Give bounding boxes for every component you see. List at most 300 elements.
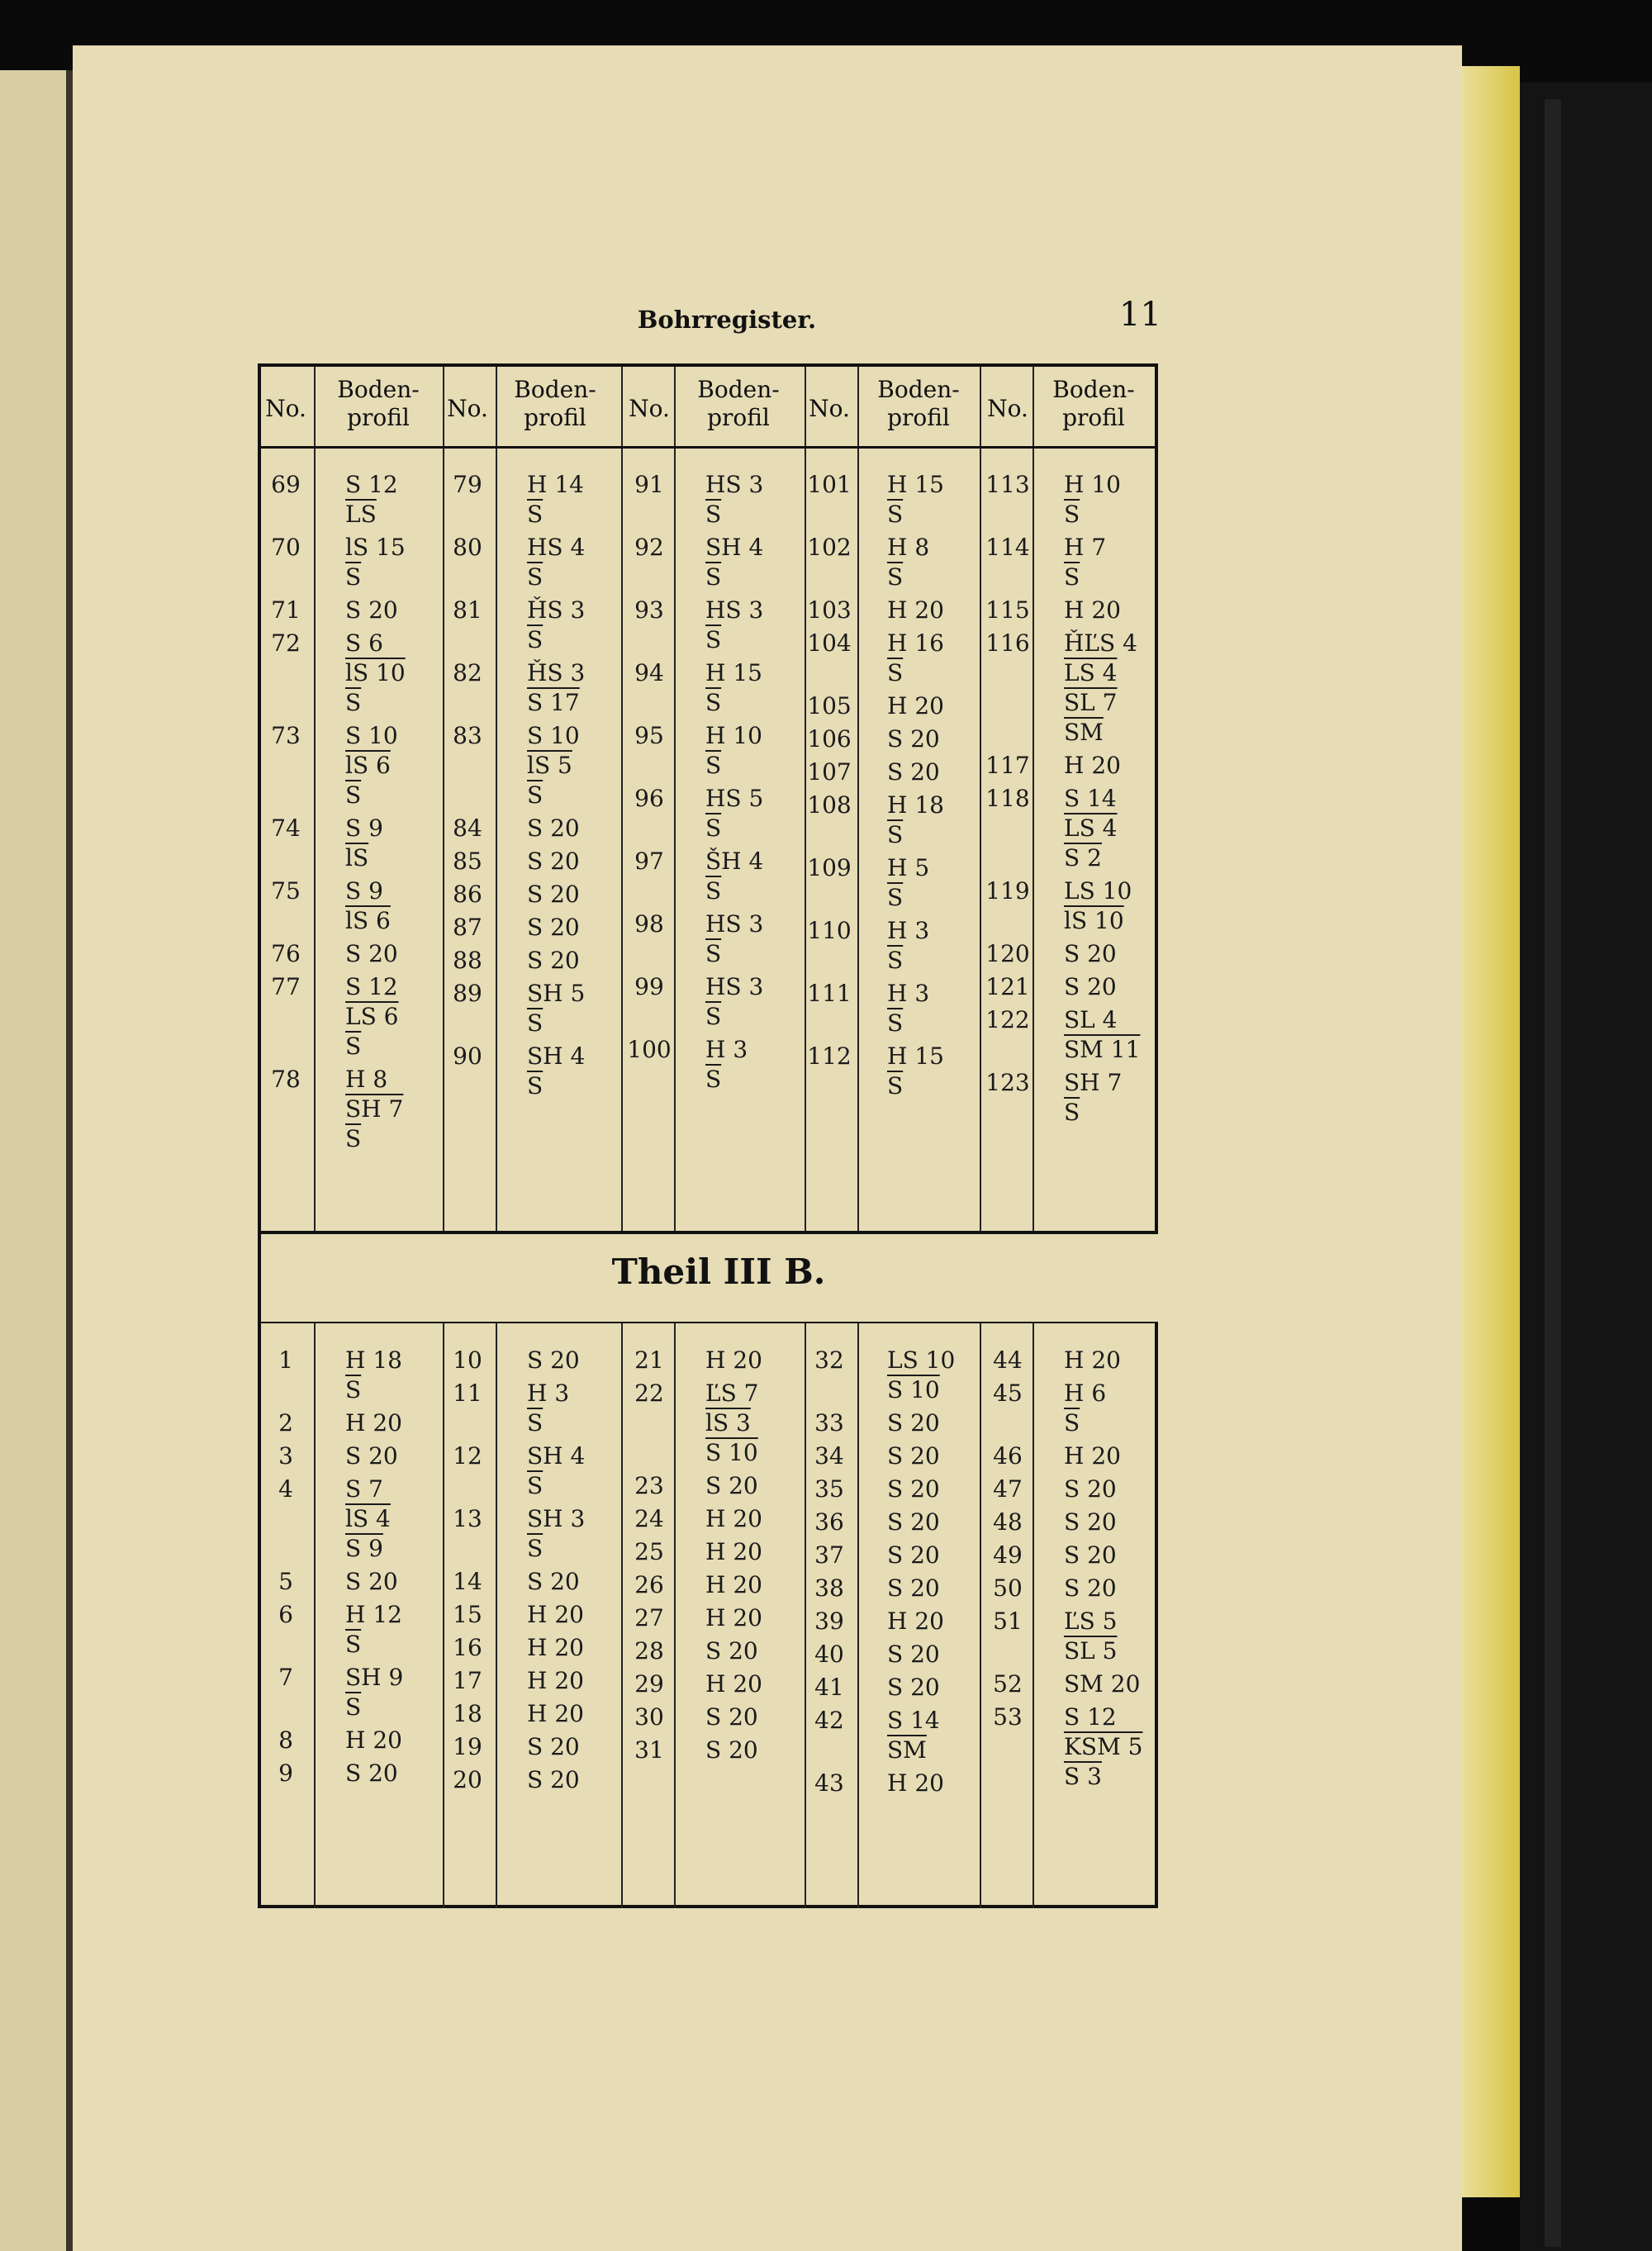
header-line: profil <box>347 404 410 431</box>
soil-profile-line: S 12 <box>345 471 398 498</box>
soil-profile-line: S 20 <box>705 1736 758 1764</box>
entry-number: 73 <box>271 722 301 749</box>
header-no: No. <box>447 395 488 422</box>
soil-profile-line: $\overline{S}$ <box>527 1409 544 1437</box>
soil-profile-line: SH 9 <box>345 1664 404 1691</box>
soil-profile-line: $\overline{S}$ <box>705 940 722 967</box>
soil-profile-line: S 9 <box>345 814 383 842</box>
soil-profile-line: S 20 <box>345 1568 398 1595</box>
soil-profile-line: S 3 <box>1064 1763 1102 1790</box>
header-no: No. <box>265 395 306 422</box>
soil-profile-line: lS 6 <box>345 752 391 779</box>
entry-number: 9 <box>278 1759 293 1787</box>
soil-profile-line: $\overline{S}$ <box>1064 563 1080 591</box>
soil-profile-line: $\overline{S}$ <box>527 1535 544 1562</box>
soil-profile-line: S 20 <box>887 1674 940 1701</box>
entry-number: 80 <box>453 534 482 561</box>
entry-number: 19 <box>453 1733 482 1760</box>
soil-profile-line: $\overline{S}$ <box>887 947 904 974</box>
entry-number: 47 <box>993 1475 1023 1503</box>
entry-number: 40 <box>814 1641 844 1668</box>
entry-number: 17 <box>453 1667 482 1694</box>
entry-number: 122 <box>985 1006 1030 1033</box>
entry-number: 31 <box>634 1736 664 1764</box>
soil-profile-line: $\overline{S}$ <box>345 689 362 716</box>
soil-profile-line: H 20 <box>527 1700 584 1727</box>
entry-number: 103 <box>807 596 852 624</box>
soil-profile-line: lS 4 <box>345 1505 391 1532</box>
soil-profile-line: S 20 <box>345 596 398 624</box>
soil-profile-line: HS 5 <box>705 785 764 812</box>
soil-profile-line: KSM 5 <box>1064 1733 1143 1760</box>
entry-number: 42 <box>814 1707 844 1734</box>
soil-profile-line: $\overline{S}$ <box>345 1693 362 1721</box>
header-line: Boden- <box>337 376 420 403</box>
soil-profile-line: H 20 <box>705 1604 762 1631</box>
entry-number: 21 <box>634 1346 664 1374</box>
entry-number: 89 <box>453 980 482 1007</box>
book-gutter <box>66 70 73 2251</box>
soil-profile-line: $\overline{S}$ <box>1064 1409 1080 1437</box>
soil-profile-line: $\overline{S}$ <box>345 563 362 591</box>
header-line: profil <box>887 404 950 431</box>
header-bodenprofil <box>320 376 436 432</box>
soil-profile-line: HS 3 <box>705 471 764 498</box>
entry-number: 11 <box>453 1380 482 1407</box>
soil-profile-line: H 15 <box>887 1042 944 1070</box>
entry-number: 108 <box>807 791 852 819</box>
entry-number: 32 <box>814 1346 844 1374</box>
entry-number: 41 <box>814 1674 844 1701</box>
entry-number: 15 <box>453 1601 482 1628</box>
soil-profile-line: S 20 <box>345 940 398 967</box>
soil-profile-line: H 3 <box>887 917 930 944</box>
entry-number: 43 <box>814 1769 844 1797</box>
soil-profile-line: S 10 <box>345 722 398 749</box>
entry-number: 1 <box>278 1346 293 1374</box>
entry-number: 115 <box>985 596 1030 624</box>
soil-profile-line: $\overline{S}$ <box>887 884 904 911</box>
soil-profile-line: S 20 <box>705 1472 758 1499</box>
soil-profile-line: SL 7 <box>1064 689 1118 716</box>
soil-profile-line: H 8 <box>887 534 930 561</box>
entry-number: 117 <box>985 752 1030 779</box>
soil-profile-line: S 20 <box>887 725 940 753</box>
entry-number: 92 <box>634 534 664 561</box>
soil-profile-line: $\overline{S}$ <box>705 1066 722 1093</box>
book-spine <box>1545 99 1561 2247</box>
section-title: Theil III B. <box>611 1251 826 1292</box>
soil-profile-line: H 20 <box>887 1769 944 1797</box>
soil-profile-line: S 20 <box>887 1574 940 1602</box>
header-bodenprofil <box>497 376 613 432</box>
entry-number: 12 <box>453 1442 482 1470</box>
soil-profile-line: lS 10 <box>1064 907 1124 934</box>
entry-number: 33 <box>814 1409 844 1437</box>
soil-profile-line: H 20 <box>705 1670 762 1698</box>
entry-number: 28 <box>634 1637 664 1665</box>
soil-profile-line: $\overline{S}$ <box>705 689 722 716</box>
header-no: No. <box>629 395 670 422</box>
soil-profile-line: $\overline{S}$ <box>345 1631 362 1658</box>
entry-number: 106 <box>807 725 852 753</box>
soil-profile-line: $\overline{S}$ <box>705 877 722 905</box>
soil-profile-line: SH 7 <box>1064 1069 1123 1096</box>
soil-profile-line: $\overline{S}$ <box>345 781 362 809</box>
soil-profile-line: $\overline{S}$ <box>527 501 544 528</box>
soil-profile-line: H 20 <box>887 1608 944 1635</box>
soil-profile-line: H 20 <box>705 1346 762 1374</box>
soil-profile-line: H 20 <box>1064 752 1121 779</box>
soil-profile-line: H 8 <box>345 1066 388 1093</box>
soil-profile-line: S 20 <box>527 814 580 842</box>
entry-number: 52 <box>993 1670 1023 1698</box>
soil-profile-line: S 14 <box>887 1707 940 1734</box>
entry-number: 121 <box>985 973 1030 1000</box>
soil-profile-line: SH 3 <box>527 1505 586 1532</box>
row-rule <box>261 446 1158 449</box>
soil-profile-line: $\overline{S}$ <box>887 563 904 591</box>
entry-number: 36 <box>814 1508 844 1536</box>
soil-profile-line: ȞS 3 <box>527 659 586 686</box>
soil-profile-line: S 20 <box>527 914 580 941</box>
soil-profile-line: $\overline{S}$ <box>527 1072 544 1099</box>
soil-profile-line: S 20 <box>1064 1508 1117 1536</box>
soil-profile-line: S 20 <box>345 1759 398 1787</box>
entry-number: 109 <box>807 854 852 881</box>
entry-number: 101 <box>807 471 852 498</box>
soil-profile-line: $\overline{S}$ <box>527 626 544 653</box>
entry-number: 23 <box>634 1472 664 1499</box>
soil-profile-line: S 9 <box>345 1535 383 1562</box>
header-bodenprofil <box>1036 376 1151 432</box>
entry-number: 39 <box>814 1608 844 1635</box>
soil-profile-line: H 20 <box>705 1538 762 1565</box>
soil-profile-line: H 3 <box>705 1036 748 1063</box>
soil-profile-line: S 17 <box>527 689 580 716</box>
entry-number: 18 <box>453 1700 482 1727</box>
entry-number: 86 <box>453 881 482 908</box>
soil-profile-line: $\overline{S}$ <box>705 814 722 842</box>
entry-number: 88 <box>453 947 482 974</box>
running-header: Bohrregister. <box>637 306 817 334</box>
soil-profile-line: SH 4 <box>527 1442 586 1470</box>
soil-profile-line: $\overline{S}$ <box>705 1003 722 1030</box>
soil-profile-line: H 3 <box>527 1380 570 1407</box>
soil-profile-line: S 6 <box>345 629 383 657</box>
header-no: No. <box>987 395 1028 422</box>
soil-profile-line: $\overline{S}$ <box>887 659 904 686</box>
soil-profile-line: $\overline{lS}$ <box>345 844 369 871</box>
entry-number: 110 <box>807 917 852 944</box>
entry-number: 81 <box>453 596 482 624</box>
entry-number: 8 <box>278 1726 293 1754</box>
entry-number: 112 <box>807 1042 852 1070</box>
entry-number: 102 <box>807 534 852 561</box>
soil-profile-line: $\overline{S}$ <box>705 563 722 591</box>
entry-number: 10 <box>453 1346 482 1374</box>
soil-profile-line: H 5 <box>887 854 930 881</box>
entry-number: 2 <box>278 1409 293 1437</box>
header-line: profil <box>524 404 586 431</box>
soil-profile-line: $\overline{S}$ <box>527 1472 544 1499</box>
soil-profile-line: SH 4 <box>705 534 764 561</box>
entry-number: 20 <box>453 1766 482 1793</box>
soil-profile-line: H 20 <box>345 1726 402 1754</box>
soil-profile-line: H 15 <box>887 471 944 498</box>
soil-profile-line: lS 3 <box>705 1409 751 1437</box>
soil-profile-line: H 20 <box>887 692 944 719</box>
soil-profile-line: S 10 <box>887 1376 940 1403</box>
page-block-edge <box>1462 66 1520 2197</box>
entry-number: 114 <box>985 534 1030 561</box>
soil-profile-line: H 3 <box>887 980 930 1007</box>
entry-number: 96 <box>634 785 664 812</box>
soil-profile-line: $\overline{LS}$ <box>345 501 377 528</box>
soil-profile-line: H 7 <box>1064 534 1107 561</box>
header-bodenprofil <box>681 376 796 432</box>
entry-number: 70 <box>271 534 301 561</box>
soil-profile-line: H 10 <box>1064 471 1121 498</box>
entry-number: 100 <box>627 1036 672 1063</box>
soil-profile-line: $\overline{S}$ <box>887 1009 904 1037</box>
entry-number: 24 <box>634 1505 664 1532</box>
header-line: Boden- <box>1052 376 1135 403</box>
soil-profile-line: $\overline{S}$ <box>1064 1099 1080 1126</box>
soil-profile-line: H 20 <box>527 1634 584 1661</box>
soil-profile-line: SH 5 <box>527 980 586 1007</box>
entry-number: 75 <box>271 877 301 905</box>
soil-profile-line: S 20 <box>345 1442 398 1470</box>
entry-number: 37 <box>814 1541 844 1569</box>
soil-profile-line: lS 10 <box>345 659 406 686</box>
page-number: 11 <box>1119 296 1161 334</box>
soil-profile-line: HS 3 <box>705 973 764 1000</box>
soil-profile-line: H 20 <box>527 1601 584 1628</box>
soil-profile-line: S 7 <box>345 1475 383 1503</box>
header-line: Boden- <box>514 376 596 403</box>
soil-profile-line: H 20 <box>705 1571 762 1598</box>
soil-profile-line: ĽS 5 <box>1064 1608 1118 1635</box>
soil-profile-line: S 20 <box>527 1766 580 1793</box>
entry-number: 99 <box>634 973 664 1000</box>
soil-profile-line: SL 4 <box>1064 1006 1118 1033</box>
soil-profile-line: $\overline{SM}$ <box>1064 719 1104 746</box>
soil-profile-line: S 14 <box>1064 785 1117 812</box>
soil-profile-line: $\overline{S}$ <box>527 563 544 591</box>
entry-number: 38 <box>814 1574 844 1602</box>
soil-profile-line: S 2 <box>1064 844 1102 871</box>
entry-number: 3 <box>278 1442 293 1470</box>
soil-profile-line: S 12 <box>345 973 398 1000</box>
soil-profile-line: $\overline{S}$ <box>345 1376 362 1403</box>
soil-profile-line: $\overline{S}$ <box>705 752 722 779</box>
soil-profile-line: lS 15 <box>345 534 406 561</box>
soil-profile-line: S 20 <box>887 1641 940 1668</box>
entry-number: 51 <box>993 1608 1023 1635</box>
soil-profile-line: H 18 <box>345 1346 402 1374</box>
entry-number: 77 <box>271 973 301 1000</box>
soil-profile-line: $\overline{S}$ <box>887 821 904 848</box>
soil-profile-line: H 20 <box>1064 1442 1121 1470</box>
entry-number: 27 <box>634 1604 664 1631</box>
entry-number: 111 <box>807 980 852 1007</box>
soil-profile-line: LS 4 <box>1064 659 1118 686</box>
soil-profile-line: SM 20 <box>1064 1670 1141 1698</box>
soil-profile-line: $\overline{S}$ <box>345 1125 362 1152</box>
entry-number: 50 <box>993 1574 1023 1602</box>
soil-profile-line: S 20 <box>887 1541 940 1569</box>
entry-number: 16 <box>453 1634 482 1661</box>
soil-profile-line: $\overline{S}$ <box>705 626 722 653</box>
soil-profile-line: H 20 <box>345 1409 402 1437</box>
soil-profile-line: S 20 <box>1064 1541 1117 1569</box>
entry-number: 72 <box>271 629 301 657</box>
entry-number: 46 <box>993 1442 1023 1470</box>
entry-number: 44 <box>993 1346 1023 1374</box>
soil-profile-line: S 20 <box>705 1703 758 1731</box>
entry-number: 45 <box>993 1380 1023 1407</box>
entry-number: 78 <box>271 1066 301 1093</box>
entry-number: 98 <box>634 910 664 938</box>
soil-profile-line: S 20 <box>1064 1475 1117 1503</box>
entry-number: 5 <box>278 1568 293 1595</box>
entry-number: 85 <box>453 848 482 875</box>
soil-profile-line: S 20 <box>527 1733 580 1760</box>
soil-profile-line: S 20 <box>887 1409 940 1437</box>
soil-profile-line: LS 10 <box>1064 877 1132 905</box>
soil-profile-line: H 20 <box>887 596 944 624</box>
entry-number: 71 <box>271 596 301 624</box>
soil-profile-line: HS 4 <box>527 534 586 561</box>
soil-profile-line: S 20 <box>527 848 580 875</box>
soil-profile-line: S 9 <box>345 877 383 905</box>
soil-profile-line: H 20 <box>1064 1346 1121 1374</box>
soil-profile-line: S 20 <box>887 758 940 786</box>
entry-number: 87 <box>453 914 482 941</box>
soil-profile-line: $\overline{S}$ <box>345 1033 362 1060</box>
soil-profile-line: H 14 <box>527 471 584 498</box>
soil-profile-line: $\overline{S}$ <box>527 1009 544 1037</box>
entry-number: 113 <box>985 471 1030 498</box>
soil-profile-line: $\overline{S}$ <box>887 1072 904 1099</box>
entry-number: 48 <box>993 1508 1023 1536</box>
soil-profile-line: SL 5 <box>1064 1637 1118 1665</box>
entry-number: 53 <box>993 1703 1023 1731</box>
entry-number: 82 <box>453 659 482 686</box>
soil-profile-line: S 20 <box>887 1475 940 1503</box>
entry-number: 104 <box>807 629 852 657</box>
entry-number: 74 <box>271 814 301 842</box>
soil-profile-line: ŠH 4 <box>705 848 764 875</box>
soil-profile-line: ȞS 3 <box>527 596 586 624</box>
soil-profile-line: H 16 <box>887 629 944 657</box>
soil-profile-line: H 20 <box>527 1667 584 1694</box>
header-bodenprofil <box>861 376 976 432</box>
soil-profile-line: S 20 <box>1064 973 1117 1000</box>
entry-number: 97 <box>634 848 664 875</box>
soil-profile-line: S 20 <box>1064 940 1117 967</box>
entry-number: 35 <box>814 1475 844 1503</box>
soil-profile-line: S 12 <box>1064 1703 1117 1731</box>
soil-profile-line: LS 10 <box>887 1346 956 1374</box>
soil-profile-line: $\overline{S}$ <box>527 781 544 809</box>
soil-profile-line: LS 4 <box>1064 814 1118 842</box>
left-page-edge <box>0 70 66 2251</box>
soil-profile-line: lS 6 <box>345 907 391 934</box>
soil-profile-line: SM 11 <box>1064 1036 1141 1063</box>
soil-profile-line: S 20 <box>887 1442 940 1470</box>
entry-number: 83 <box>453 722 482 749</box>
soil-profile-line: ĽS 7 <box>705 1380 759 1407</box>
soil-profile-line: ȞĽS 4 <box>1064 629 1137 657</box>
entry-number: 34 <box>814 1442 844 1470</box>
entry-number: 13 <box>453 1505 482 1532</box>
entry-number: 14 <box>453 1568 482 1595</box>
soil-profile-line: S 20 <box>1064 1574 1117 1602</box>
entry-number: 123 <box>985 1069 1030 1096</box>
soil-profile-line: S 20 <box>527 1568 580 1595</box>
entry-number: 49 <box>993 1541 1023 1569</box>
entry-number: 94 <box>634 659 664 686</box>
entry-number: 120 <box>985 940 1030 967</box>
entry-number: 116 <box>985 629 1030 657</box>
entry-number: 119 <box>985 877 1030 905</box>
soil-profile-line: S 20 <box>527 1346 580 1374</box>
entry-number: 118 <box>985 785 1030 812</box>
entry-number: 4 <box>278 1475 293 1503</box>
soil-profile-line: $\overline{S}$ <box>1064 501 1080 528</box>
soil-profile-line: H 20 <box>705 1505 762 1532</box>
soil-profile-line: H 15 <box>705 659 762 686</box>
book-cover <box>1520 83 1652 2251</box>
soil-profile-line: H 18 <box>887 791 944 819</box>
soil-profile-line: S 20 <box>527 881 580 908</box>
entry-number: 107 <box>807 758 852 786</box>
soil-profile-line: lS 5 <box>527 752 572 779</box>
entry-number: 84 <box>453 814 482 842</box>
soil-profile-line: HS 3 <box>705 910 764 938</box>
soil-profile-line: S 20 <box>527 947 580 974</box>
entry-number: 25 <box>634 1538 664 1565</box>
entry-number: 76 <box>271 940 301 967</box>
soil-profile-line: SH 4 <box>527 1042 586 1070</box>
entry-number: 91 <box>634 471 664 498</box>
entry-number: 29 <box>634 1670 664 1698</box>
soil-profile-line: HS 3 <box>705 596 764 624</box>
soil-profile-line: $\overline{S}$ <box>887 501 904 528</box>
entry-number: 105 <box>807 692 852 719</box>
entry-number: 69 <box>271 471 301 498</box>
header-line: Boden- <box>877 376 960 403</box>
entry-number: 22 <box>634 1380 664 1407</box>
entry-number: 6 <box>278 1601 293 1628</box>
entry-number: 79 <box>453 471 482 498</box>
soil-profile-line: $\overline{S}$ <box>705 501 722 528</box>
soil-profile-line: SH 7 <box>345 1095 404 1123</box>
header-line: Boden- <box>697 376 780 403</box>
soil-profile-line: S 20 <box>887 1508 940 1536</box>
soil-profile-line: H 12 <box>345 1601 402 1628</box>
entry-number: 7 <box>278 1664 293 1691</box>
soil-profile-line: LS 6 <box>345 1003 399 1030</box>
soil-profile-line: H 10 <box>705 722 762 749</box>
header-line: profil <box>1062 404 1125 431</box>
soil-profile-line: H 6 <box>1064 1380 1107 1407</box>
row-rule <box>261 1322 1158 1323</box>
entry-number: 30 <box>634 1703 664 1731</box>
soil-profile-line: S 20 <box>705 1637 758 1665</box>
